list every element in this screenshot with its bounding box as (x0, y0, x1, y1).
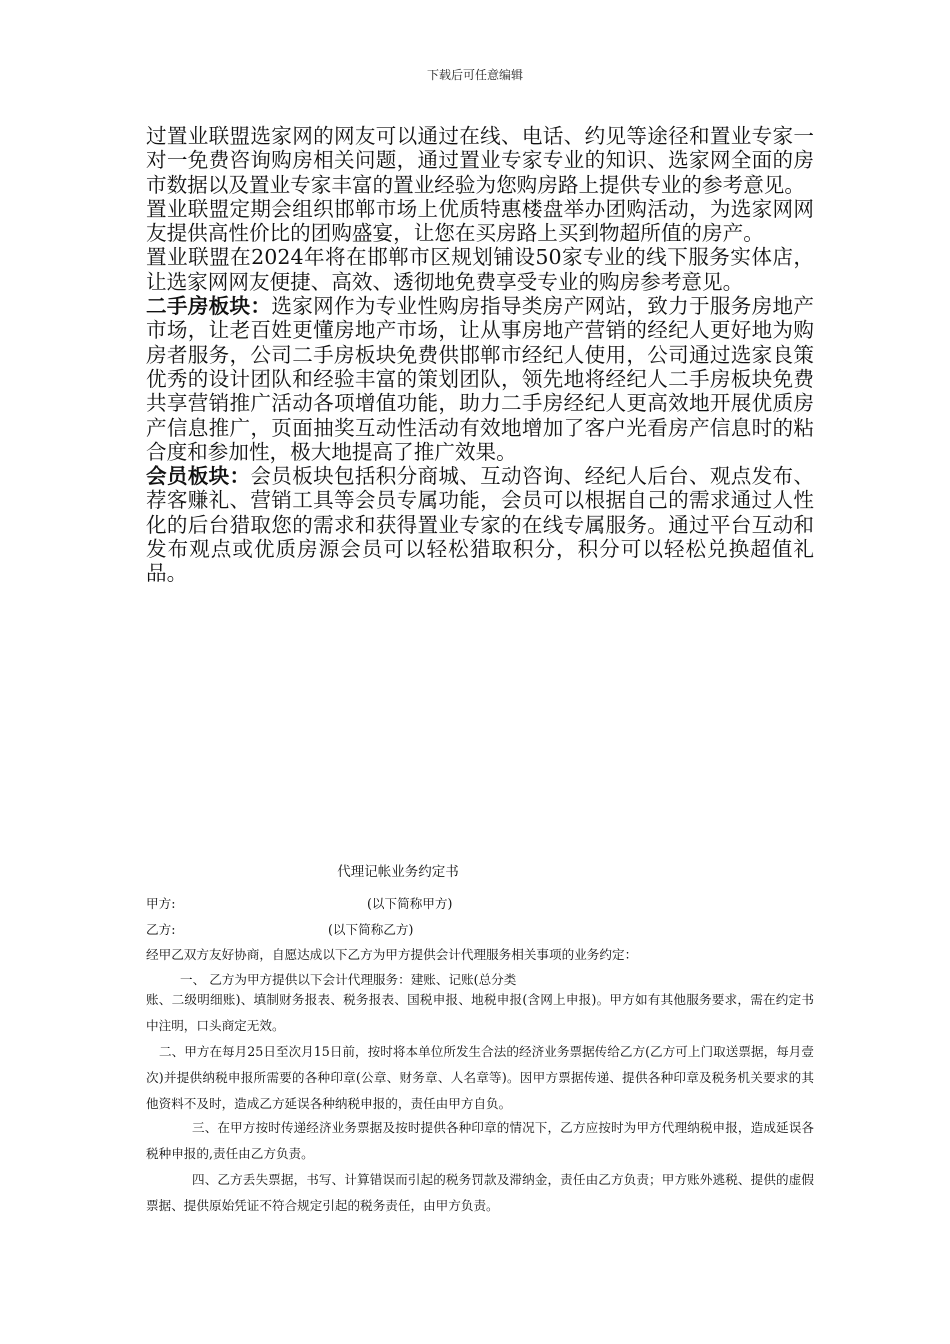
clause-2: 二、甲方在每月25日至次月15日前，按时将本单位所发生合法的经济业务票据传给乙方(乙方可上门取送票据，每月壹次)并提供纳税申报所需要的各种印章(公章、财务章、人名章等)。因甲方票据传递、提供各种印章及税务机关要求的其他资料不及时，造成乙方延误各种纳税申报的，责任由甲方自负。 (146, 1044, 814, 1111)
paragraph-member (146, 464, 814, 585)
party-a-note: (以下简称甲方) (367, 896, 453, 911)
paragraph-group-buy: 置业联盟定期会组织邯郸市场上优质特惠楼盘举办团购活动，为选家网网友提供高性价比的团购盛宴，让您在买房路上买到物超所值的房产。 (146, 196, 814, 246)
heading-second-hand: 二手房板块： (146, 294, 272, 319)
page-header: 下载后可任意编辑 (426, 68, 523, 82)
party-b-label: 乙方: (146, 922, 176, 937)
party-b-note: (以下简称乙方) (328, 922, 414, 937)
heading-member: 会员板块： (146, 464, 251, 489)
clause-3: 三、在甲方按时传递经济业务票据及按时提供各种印章的情况下，乙方应按时为甲方代理纳税申报，造成延误各税种申报的,责任由乙方负责。 (146, 1120, 814, 1161)
clause-1-line-2: 账、二级明细账)、填制财务报表、税务报表、国税申报、地税申报(含网上申报)。甲方如有其他服务要求，需在约定书中注明，口头商定无效。 (146, 992, 814, 1033)
paragraph-consult: 过置业联盟选家网的网友可以通过在线、电话、约见等途径和置业专家一对一免费咨询购房相关问题，通过置业专家专业的知识、选家网全面的房市数据以及置业专家丰富的置业经验为您购房路上提供专业的参考意见。 (146, 124, 814, 197)
contract-section (146, 860, 814, 1213)
paragraph-stores: 置业联盟在2024年将在邯郸市区规划铺设50家专业的线下服务实体店，让选家网网友便捷、高效、透彻地免费享受专业的购房参考意见。 (146, 245, 814, 294)
party-a-label: 甲方: (146, 896, 176, 911)
clause-4: 四、乙方丢失票据，书写、计算错误而引起的税务罚款及滞纳金，责任由乙方负责；甲方账外逃税、提供的虚假票据、提供原始凭证不符合规定引起的税务责任，由甲方负责。 (146, 1172, 814, 1213)
clause-1-line-1: 一、 乙方为甲方提供以下会计代理服务：建账、记账(总分类 (180, 972, 517, 987)
contract-title: 代理记帐业务约定书 (337, 864, 459, 880)
text-member: 会员板块包括积分商城、互动咨询、经纪人后台、观点发布、荐客赚礼、营销工具等会员专属功能，会员可以根据自己的需求通过人性化的后台猎取您的需求和获得置业专家的在线专属服务。通过平台互动和发布观点或优质房源会员可以轻松猎取积分，积分可以轻松兑换超值礼品。 (146, 464, 814, 586)
text-second-hand: 选家网作为专业性购房指导类房产网站，致力于服务房地产市场，让老百姓更懂房地产市场，让从事房地产营销的经纪人更好地为购房者服务，公司二手房板块免费供邯郸市经纪人使用，公司通过选家良策优秀的设计团队和经验丰富的策划团队，领先地将经纪人二手房板块免费共享营销推广活动各项增值功能，助力二手房经纪人更高效地开展优质房产信息推广，页面抽奖互动性活动有效地增加了客户光看房产信息时的粘合度和参加性，极大地提高了推广效果。 (146, 294, 815, 464)
paragraph-second-hand (146, 294, 814, 464)
contract-intro: 经甲乙双方友好协商，自愿达成以下乙方为甲方提供会计代理服务相关事项的业务约定： (146, 947, 638, 962)
upper-section (146, 124, 814, 586)
